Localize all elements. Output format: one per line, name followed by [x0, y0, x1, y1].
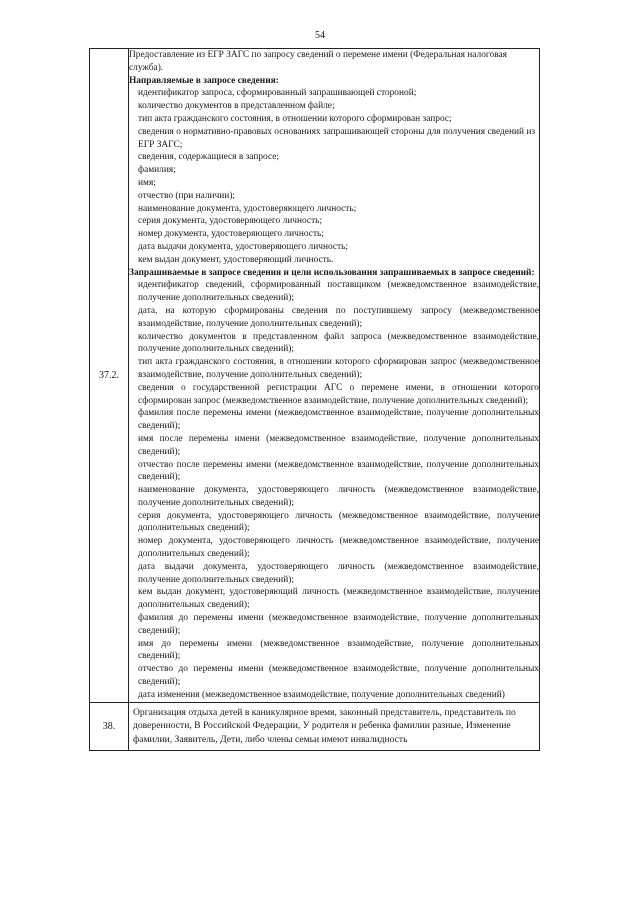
content-paragraph: наименование документа, удостоверяющего личность; [138, 203, 357, 214]
section-heading: Запрашиваемые в запросе сведения и цели использования запрашиваемых в запросе сведений: [129, 267, 535, 278]
row-number: 38. [90, 702, 129, 751]
content-paragraph: идентификатор сведений, сформированный поставщиком (межведомственное взаимодействие, получение дополнительных сведений); [138, 280, 539, 304]
content-paragraph: серия документа, удостоверяющего личность (межведомственное взаимодействие, получение дополнительных сведений); [138, 510, 539, 534]
content-paragraph: имя после перемены имени (межведомственное взаимодействие, получение дополнительных сведений); [138, 433, 539, 457]
content-paragraph: тип акта гражданского состояния, в отношении которого сформирован запрос (межведомственное взаимодействие, получение дополнительных сведений); [138, 357, 539, 380]
content-paragraph: серия документа, удостоверяющего личность; [138, 216, 323, 227]
table-body [90, 49, 540, 751]
services-table [89, 48, 540, 751]
table-row [90, 49, 540, 703]
content-paragraph: наименование документа, удостоверяющего личность (межведомственное взаимодействие, получение дополнительных сведений); [138, 485, 539, 508]
content-paragraph: тип акта гражданского состояния, в отношении которого сформирован запрос; [138, 113, 452, 124]
content-paragraph: идентификатор запроса, сформированный запрашивающей стороной; [138, 88, 417, 99]
content-paragraph: фамилия до перемены имени (межведомственное взаимодействие, получение дополнительных сведений); [138, 613, 539, 636]
content-paragraph: фамилия после перемены имени (межведомственное взаимодействие, получение дополнительных сведений); [138, 408, 539, 432]
content-paragraph: номер документа, удостоверяющего личность (межведомственное взаимодействие, получение дополнительных сведений); [138, 536, 539, 560]
content-paragraph: сведения, содержащиеся в запросе; [138, 152, 279, 163]
row-content [129, 702, 540, 751]
content-paragraph: номер документа, удостоверяющего личность; [138, 229, 324, 240]
content-paragraph: Организация отдыха детей в каникулярное время, законный представитель, представитель по доверенности, В Российской Федерации, У родителя и ребенка фамилии разные, Изменение фамилии, Заявитель, Дети, либо члены семьи имеют инвалидность [133, 706, 516, 745]
content-paragraph: дата изменения (межведомственное взаимодействие, получение дополнительных сведений) [138, 689, 505, 700]
content-paragraph: фамилия; [138, 165, 176, 176]
content-paragraph: отчество до перемены имени (межведомственное взаимодействие, получение дополнительных сведений); [138, 664, 539, 688]
content-paragraph: отчество (при наличии); [138, 190, 236, 201]
content-paragraph: количество документов в представленном файле; [138, 101, 335, 112]
content-paragraph: дата выдачи документа, удостоверяющего личность (межведомственное взаимодействие, получение дополнительных сведений); [138, 561, 539, 585]
row-number: 37.2. [90, 49, 129, 703]
table-row [90, 702, 540, 751]
content-paragraph: дата выдачи документа, удостоверяющего личность; [138, 241, 349, 252]
content-paragraph: сведения о нормативно-правовых основаниях запрашивающей стороны для получения сведений из ЕГР ЗАГС; [138, 126, 536, 150]
page-number: 54 [315, 30, 325, 41]
content-paragraph: кем выдан документ, удостоверяющий личность (межведомственное взаимодействие, получение дополнительных сведений); [138, 587, 539, 611]
content-paragraph: кем выдан документ, удостоверяющий личность. [138, 254, 334, 265]
content-paragraph: сведения о государственной регистрации АГС о перемене имени, в отношении которого сформирован запрос (межведомственное взаимодействие, получение дополнительных сведений); [138, 382, 539, 406]
content-paragraph: имя; [138, 177, 156, 188]
row-content [129, 49, 540, 703]
content-paragraph: количество документов в представленном файл запроса (межведомственное взаимодействие, получение дополнительных сведений); [138, 331, 539, 355]
content-paragraph: Предоставление из ЕГР ЗАГС по запросу сведений о перемене имени (Федеральная налоговая служба). [129, 50, 507, 73]
content-paragraph: дата, на которую сформированы сведения по поступившему запросу (межведомственное взаимодействие, получение дополнительных сведений); [138, 305, 539, 329]
section-heading: Направляемые в запросе сведения: [129, 75, 279, 86]
content-paragraph: имя до перемены имени (межведомственное взаимодействие, получение дополнительных сведений); [138, 638, 539, 662]
content-paragraph: отчество после перемены имени (межведомственное взаимодействие, получение дополнительных сведений); [138, 459, 539, 483]
